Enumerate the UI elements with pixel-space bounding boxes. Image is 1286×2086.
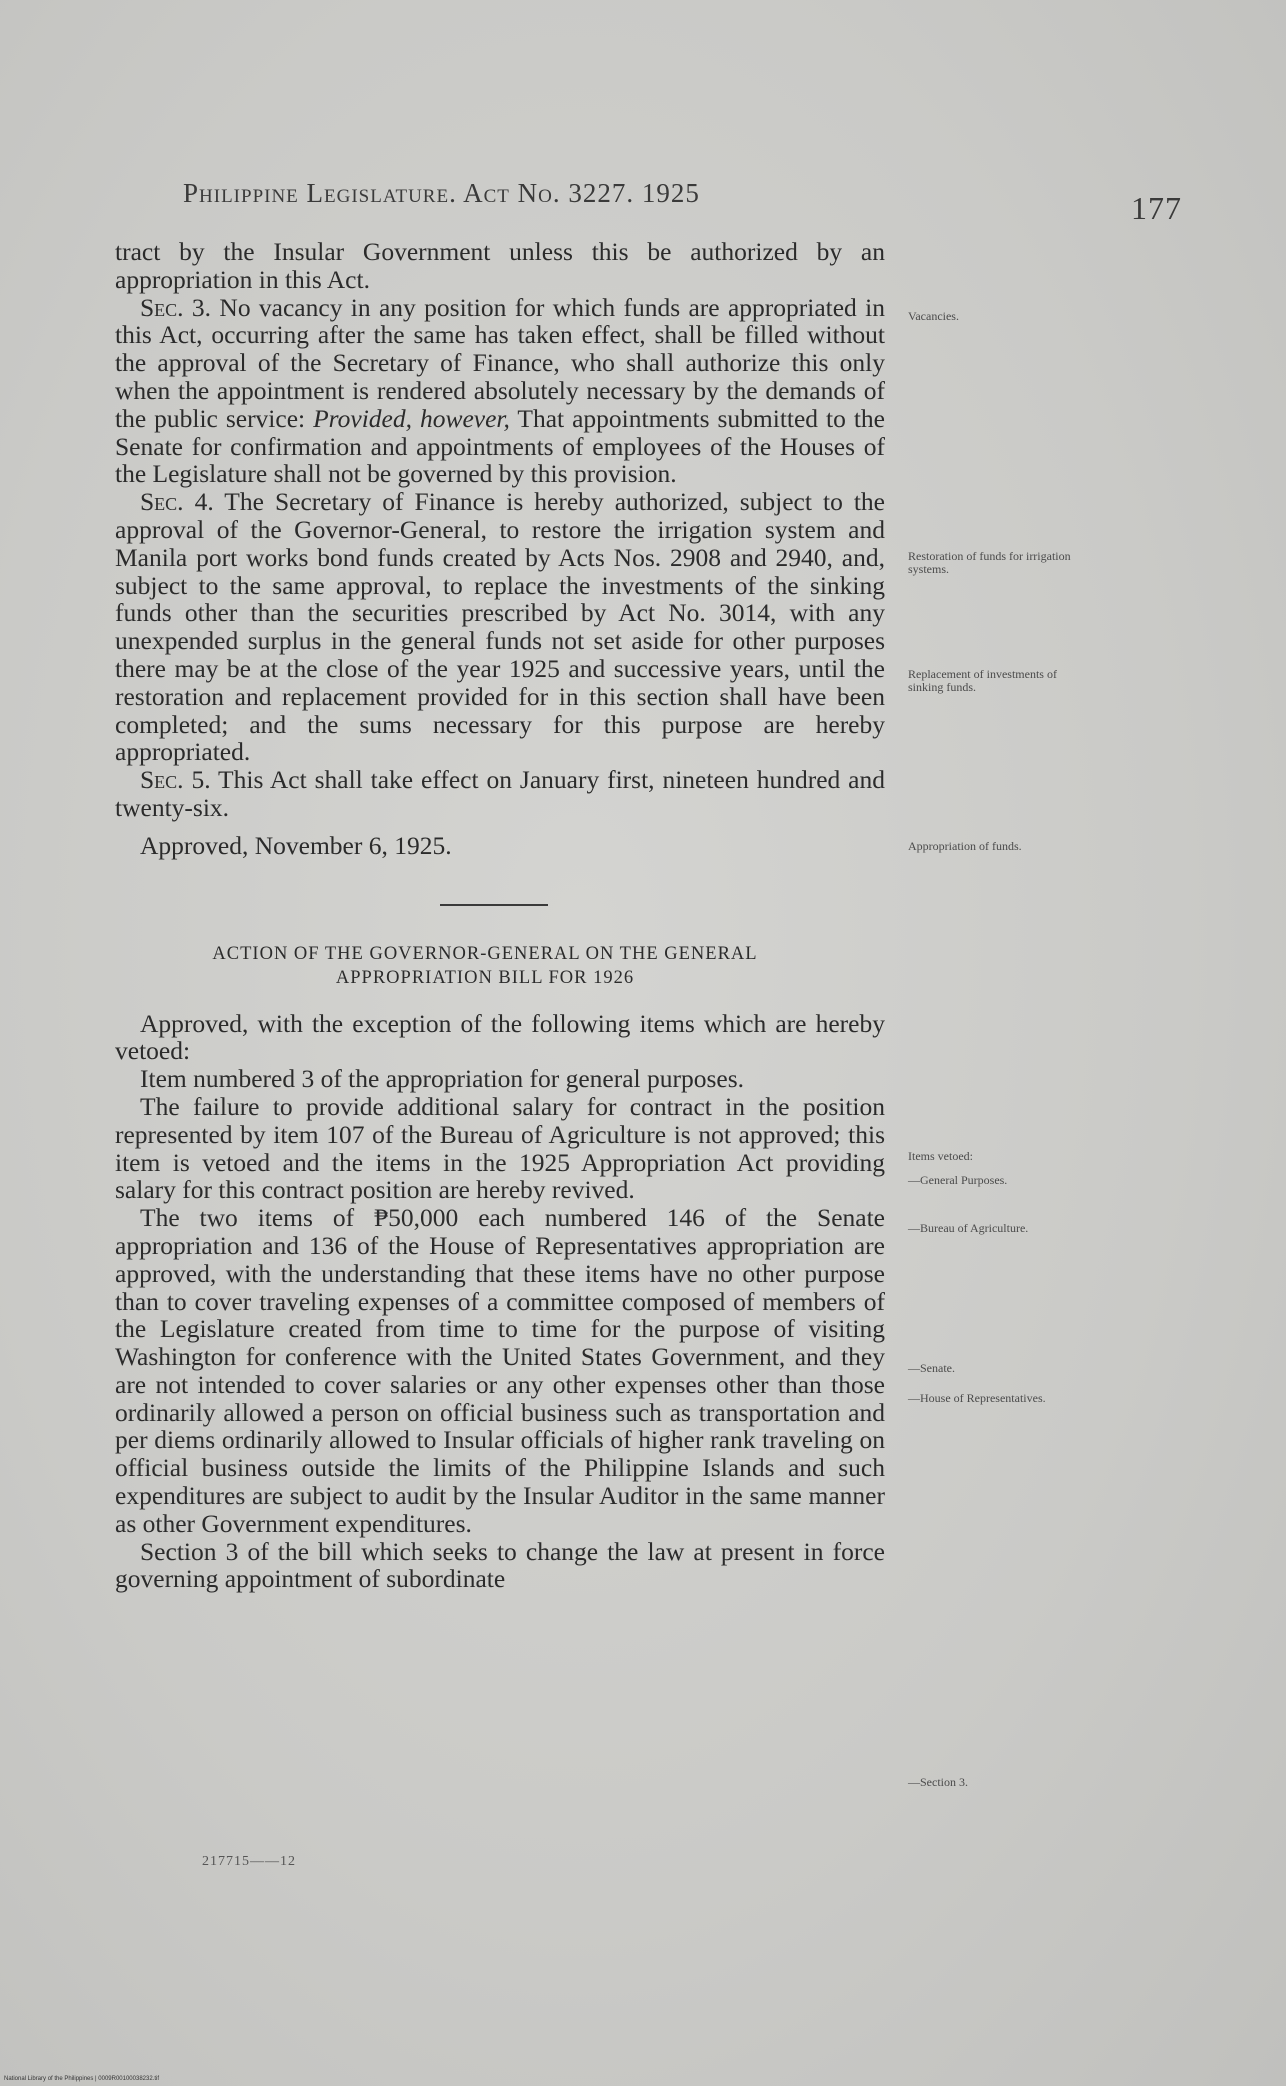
paragraph-text: This Act shall take effect on January first, nineteen hundred and twenty-six. xyxy=(115,765,886,822)
paragraph-text: That appointments submitted to the Senate for confirmation and appointments of employees of the Houses of the Legislature shall not be governed by this provision. xyxy=(115,403,885,489)
page-number: 177 xyxy=(1131,190,1182,226)
margin-note-senate: —Senate. xyxy=(908,1361,955,1375)
section-divider xyxy=(440,904,548,906)
section-label: Sec. 5. xyxy=(140,765,211,795)
margin-note-general-purposes: —General Purposes. xyxy=(908,1173,1008,1187)
section-label: Sec. 4. xyxy=(140,487,214,517)
paragraph: Approved, with the exception of the following items which are hereby vetoed: xyxy=(115,1008,885,1066)
italic-proviso: Provided, however, xyxy=(313,403,510,433)
margin-note-bureau-agriculture: —Bureau of Agriculture. xyxy=(908,1221,1029,1235)
approval-line: Approved, November 6, 1925. xyxy=(140,830,452,860)
margin-note-restoration: Restoration of funds for irrigation systems. xyxy=(908,549,1071,576)
margin-note-items-vetoed: Items vetoed: xyxy=(908,1149,973,1163)
section-3 xyxy=(115,294,885,489)
paragraph-text: The Secretary of Finance is hereby authorized, subject to the approval of the Governor-General, to restore the irrigation system and Manila port works bond funds created by Acts Nos. 2908 and 2940, and, subject to the same approval, to replace the investments of the sinking funds other than the securities prescribed by Act No. 3014, with any unexpended surplus in the general funds not set aside for other purposes there may be at the close of the year 1925 and successive years, until the restoration and replacement provided for in this section shall have been completed; and the sums necessary for this purpose are hereby appropriated. xyxy=(115,487,886,767)
paragraph: Item numbered 3 of the appropriation for general purposes. xyxy=(140,1064,745,1094)
margin-note-vacancies: Vacancies. xyxy=(908,309,959,323)
printer-code: 217715——12 xyxy=(202,1854,296,1869)
section-4 xyxy=(115,488,885,766)
paragraph: The failure to provide additional salary for contract in the position represented by item 107 of the Bureau of Agriculture is not approved; this item is vetoed and the items in the 1925 Appropriation Act providing salary for this contract position are hereby revived. xyxy=(115,1091,885,1205)
section-label: Sec. 3. xyxy=(140,292,212,322)
paragraph-text: No vacancy in any position for which funds are appropriated in this Act, occurring after the same has taken effect, shall be filled without the approval of the Secretary of Finance, who shall authorize this only when the appointment is rendered absolutely necessary by the demands of the public service: xyxy=(115,292,885,433)
subheading: ACTION OF THE GOVERNOR-GENERAL ON THE GENERAL APPROPRIATION BILL FOR 1926 xyxy=(212,943,758,988)
paragraph-text: tract by the Insular Government unless this be authorized by an appropriation in this Act. xyxy=(115,237,885,294)
margin-note-appropriation: Appropriation of funds. xyxy=(908,839,1022,853)
running-title: Philippine Legislature. Act No. 3227. 1925 xyxy=(183,178,700,208)
margin-note-section-3: —Section 3. xyxy=(908,1775,968,1789)
paragraph xyxy=(115,238,885,294)
margin-note-house-reps: —House of Representatives. xyxy=(908,1391,1046,1405)
paragraph: Section 3 of the bill which seeks to change the law at present in force governing appointment of subordinate xyxy=(115,1536,885,1594)
paragraph: The two items of ₱50,000 each numbered 146 of the Senate appropriation and 136 of the House of Representatives appropriation are approved, with the understanding that these items have no other purpose than to cover traveling expenses of a committee composed of members of the Legislature created from time to time for the purpose of visiting Washington for conference with the United States Government, and they are not intended to cover salaries or any other expenses other than those ordinarily allowed a person on official business such as transportation and per diems ordinarily allowed to Insular officials of higher rank traveling on official business outside the limits of the Philippine Islands and such expenditures are subject to audit by the Insular Auditor in the same manner as other Government expenditures. xyxy=(115,1203,885,1538)
margin-note-replacement: Replacement of investments of sinking funds. xyxy=(908,667,1057,694)
section-5 xyxy=(115,766,885,822)
body-text xyxy=(115,238,885,1593)
archive-stamp: National Library of the Philippines | 0009R00100038232.tif xyxy=(4,2076,159,2082)
running-header xyxy=(183,178,1182,226)
